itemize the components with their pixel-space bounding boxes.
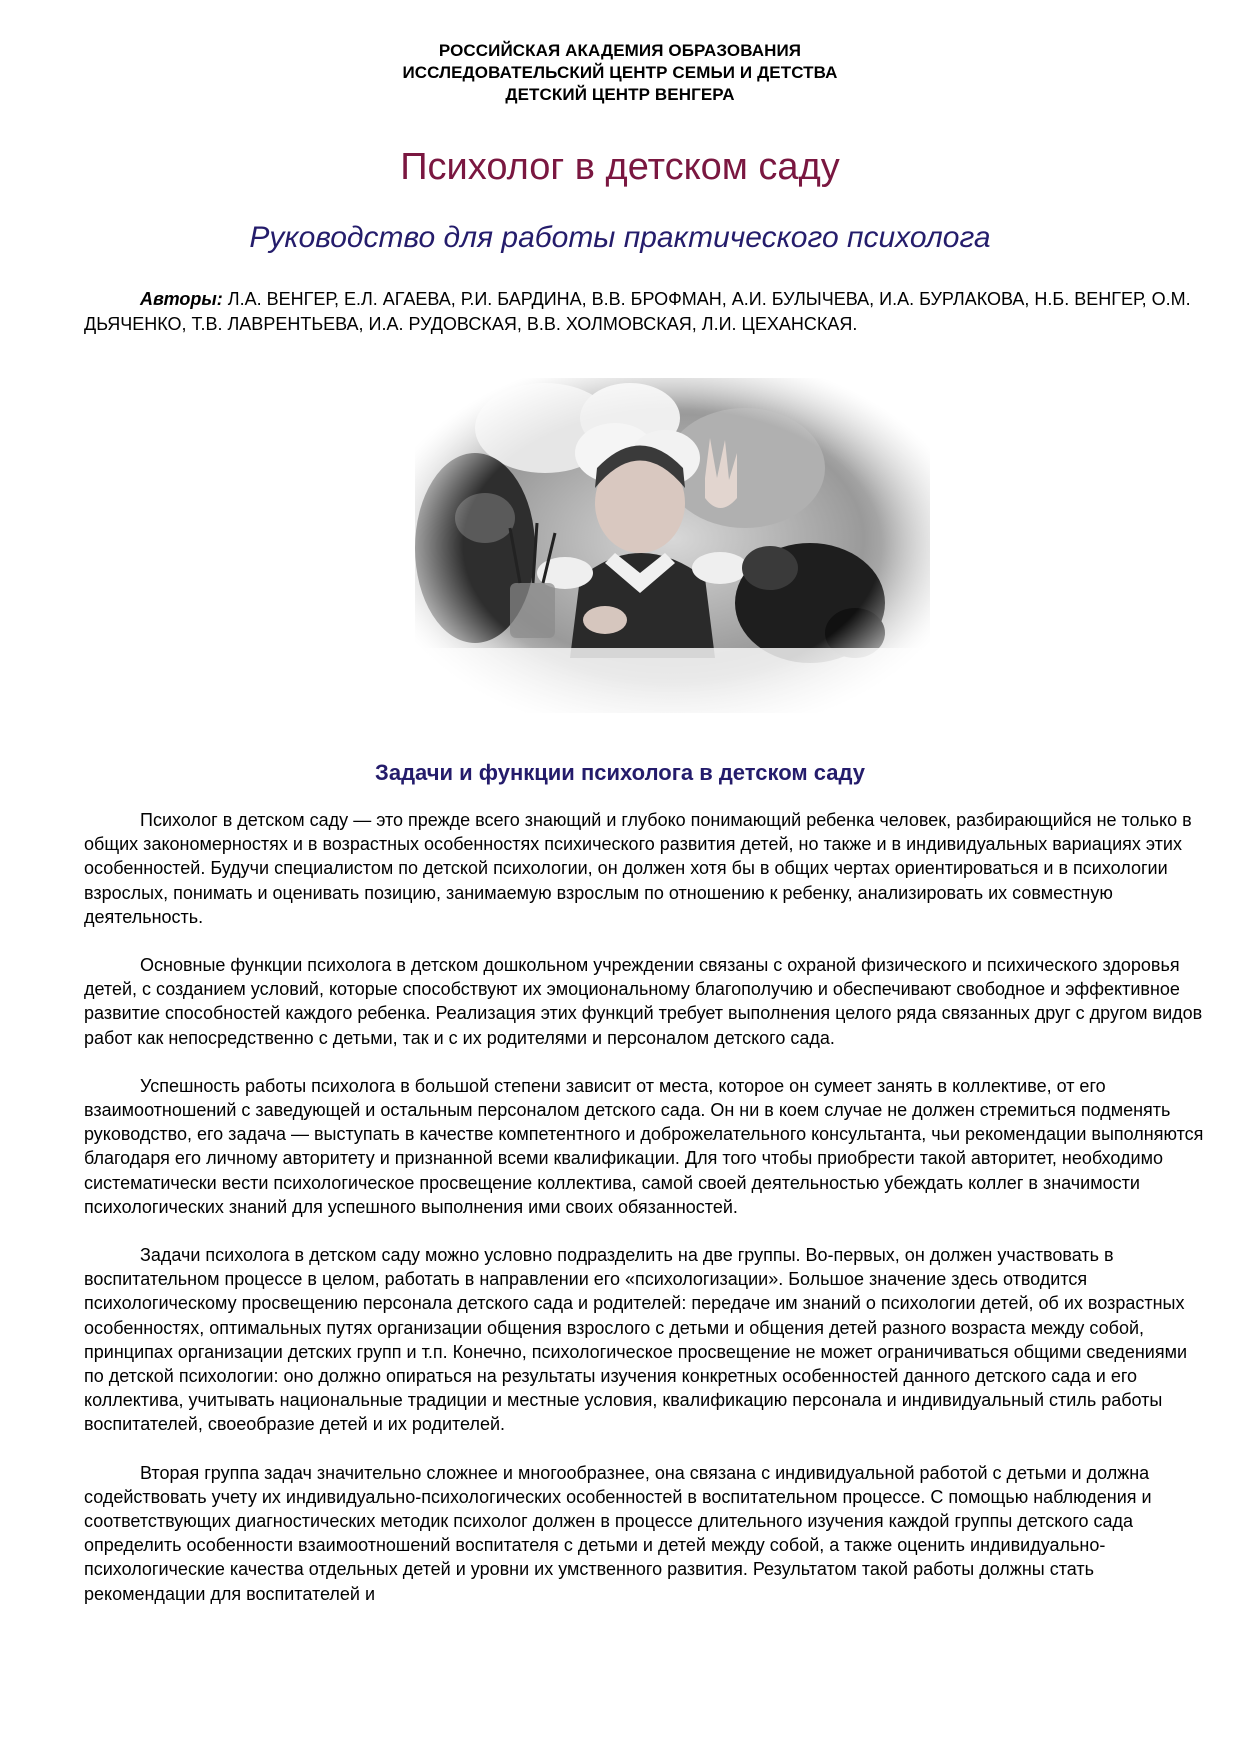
org-line-3: ДЕТСКИЙ ЦЕНТР ВЕНГЕРА bbox=[505, 85, 735, 104]
authors-label: Авторы: bbox=[140, 289, 223, 309]
authors-list: Л.А. ВЕНГЕР, Е.Л. АГАЕВА, Р.И. БАРДИНА, В.В. БРОФМАН, А.И. БУЛЫЧЕВА, И.А. БУРЛАКОВА, Н.Б. ВЕНГЕР, О.М. ДЬЯЧЕНКО, Т.В. ЛАВРЕНТЬЕВА, И.А. РУДОВСКАЯ, В.В. ХОЛМОВСКАЯ, Л.И. ЦЕХАНСКАЯ. bbox=[84, 289, 1191, 334]
paragraph-2: Основные функции психолога в детском дошкольном учреждении связаны с охраной физического и психического здоровья детей, с созданием условий, которые способствуют их эмоциональному благополучию и обеспечивают свободное и эффективное развитие способностей каждого ребенка. Реализация этих функций требует выполнения целого ряда связанных друг с другом видов работ как непосредственно с детьми, так и с их родителями и персоналом детского сада. bbox=[84, 955, 1203, 1048]
org-line-1: РОССИЙСКАЯ АКАДЕМИЯ ОБРАЗОВАНИЯ bbox=[438, 41, 802, 60]
paragraph-3: Успешность работы психолога в большой степени зависит от места, которое он сумеет занять в коллективе, от его взаимоотношений с заведующей и остальным персоналом детского сада. Он ни в коем случае не должен стремиться подменять руководство, его задача — выступать в качестве компетентного и доброжелательного консультанта, чьи рекомендации выполняются благодаря его личному авторитету и признанной всеми квалификации. Для того чтобы приобрести такой авторитет, необходимо систематически вести психологическое просвещение коллектива, самой своей деятельностью убеждать коллег в значимости психологических знаний для успешного выполнения ими своих обязанностей. bbox=[84, 1075, 1204, 1217]
body-text bbox=[84, 808, 1204, 1630]
document-subtitle: Руководство для работы практического психолога bbox=[249, 221, 991, 254]
child-photo bbox=[415, 378, 930, 713]
paragraph-1: Психолог в детском саду — это прежде всего знающий и глубоко понимающий ребенка человек, разбирающийся не только в общих закономерностях и в возрастных особенностях психического развития детей, но также и в индивидуальных вариациях этих особенностей. Будучи специалистом по детской психологии, он должен хотя бы в общих чертах ориентироваться и в психологии взрослых, понимать и оценивать позицию, занимаемую взрослым по отношению к ребенку, анализировать их совместную деятельность. bbox=[84, 810, 1192, 927]
document-title: Психолог в детском саду bbox=[400, 146, 840, 188]
authors-block bbox=[84, 287, 1194, 337]
paragraph-5: Вторая группа задач значительно сложнее и многообразнее, она связана с индивидуальной работой с детьми и должна содействовать учету их индивидуально-психологических особенностей в воспитательном процессе. С помощью наблюдения и соответствующих диагностических методик психолог должен в процессе длительного изучения каждой группы детского сада определить особенности взаимоотношений воспитателя с детьми и детей между собой, а также оценить индивидуально-психологические качества отдельных детей и уровни их умственного развития. Результатом такой работы должны стать рекомендации для воспитателей и bbox=[84, 1462, 1152, 1604]
section-heading: Задачи и функции психолога в детском саду bbox=[375, 760, 865, 785]
org-line-2: ИССЛЕДОВАТЕЛЬСКИЙ ЦЕНТР СЕМЬИ И ДЕТСТВА bbox=[402, 63, 838, 82]
paragraph-4: Задачи психолога в детском саду можно условно подразделить на две группы. Во-первых, он должен участвовать в воспитательном процессе в целом, работать в направлении его «психологизации». Большое значение здесь отводится психологическому просвещению персонала детского сада и родителей: передаче им знаний о психологии детей, об их возрастных особенностях, оптимальных путях организации общения взрослого с детьми и общения детей разного возраста между собой, принципах организации детских групп и т.п. Конечно, психологическое просвещение не может ограничиваться общими сведениями по детской психологии: оно должно опираться на результаты изучения конкретных особенностей данного детского сада и его коллектива, учитывать национальные традиции и местные условия, квалификацию персонала и индивидуальный стиль работы воспитателей, своеобразие детей и их родителей. bbox=[84, 1245, 1188, 1435]
organization-header bbox=[0, 40, 1240, 106]
